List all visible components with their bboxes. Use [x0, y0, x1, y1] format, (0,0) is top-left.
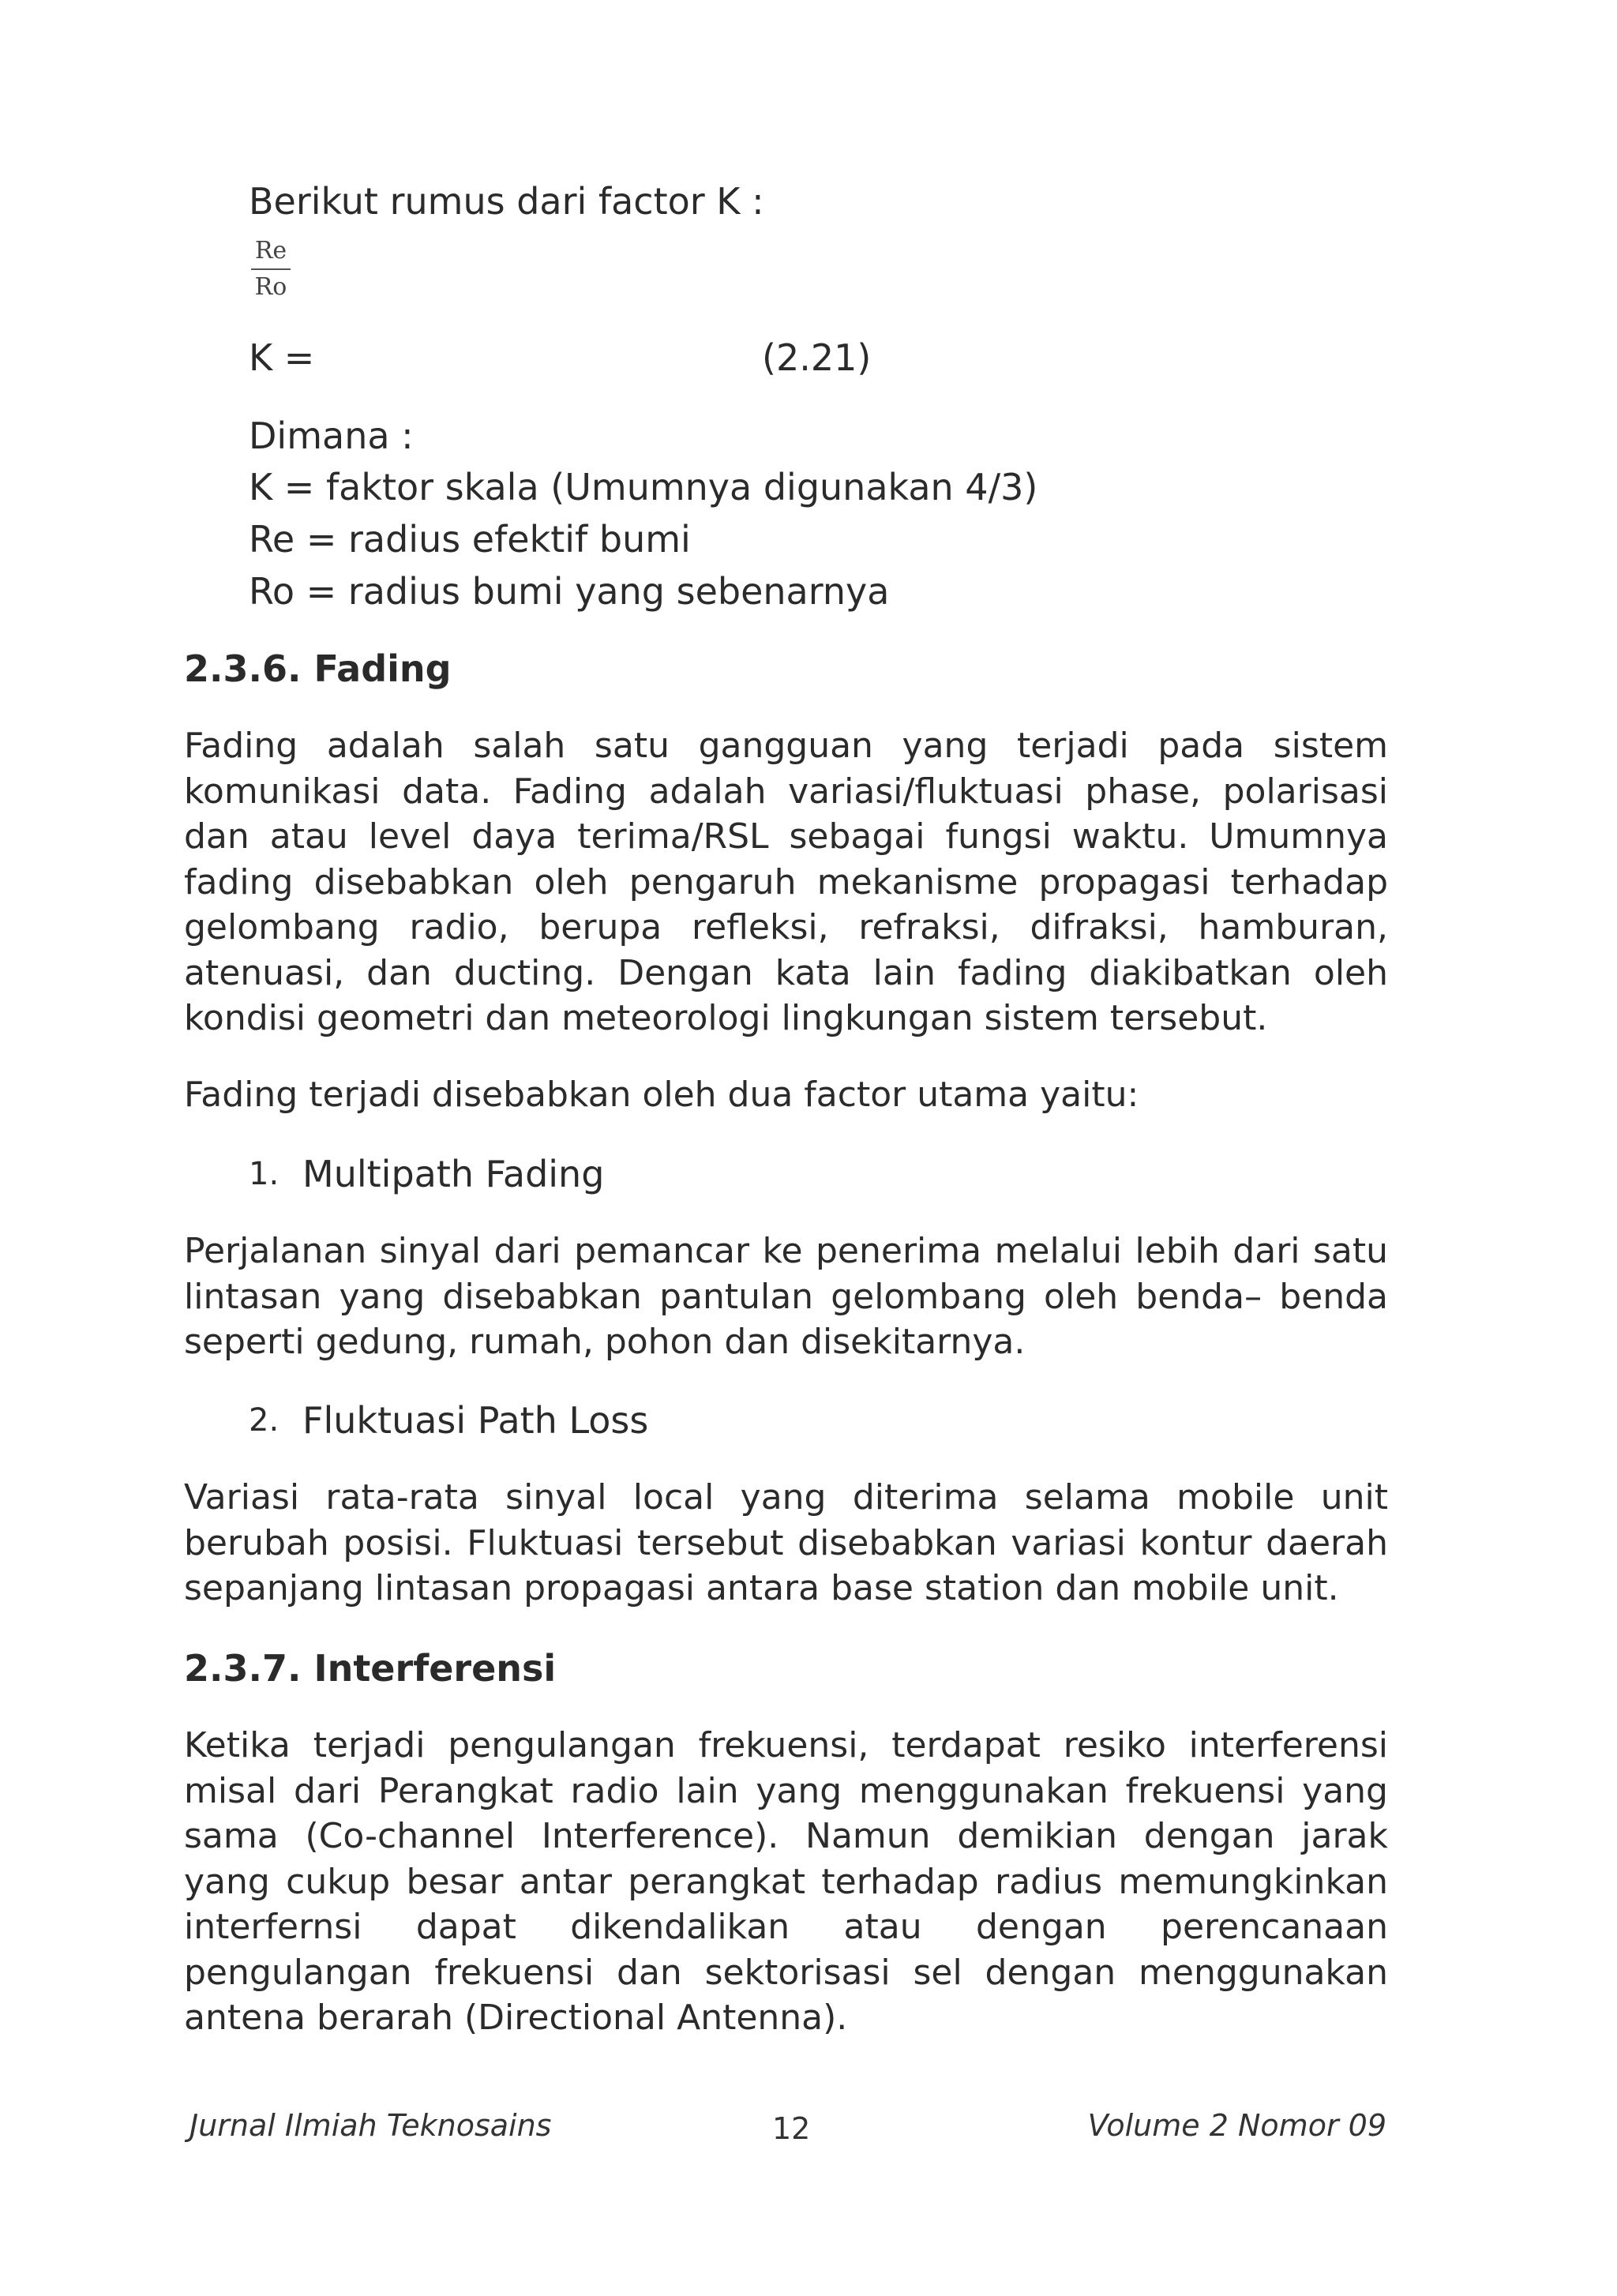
equation-number: (2.21) — [762, 336, 872, 379]
definition-re: Re = radius efektif bumi — [249, 518, 691, 561]
list-marker: 1. — [249, 1156, 280, 1192]
list-marker: 2. — [249, 1402, 280, 1439]
equation-lhs: K = — [249, 336, 315, 379]
where-label: Dimana : — [249, 415, 414, 457]
fraction-denominator: Ro — [254, 273, 287, 301]
formula-intro: Berikut rumus dari factor K : — [249, 180, 764, 223]
list-item-label: Multipath Fading — [302, 1153, 605, 1195]
fading-paragraph-2: Fading terjadi disebabkan oleh dua factor utama yaitu: — [184, 1075, 1139, 1115]
interferensi-paragraph: Ketika terjadi pengulangan frekuensi, terdapat resiko interferensi misal dari Perangkat radio lain yang menggunakan frekuensi yang sama (Co-channel Interference). Namun demikian dengan jarak yang cukup besar antar perangkat terhadap radius memungkinkan interfernsi dapat dikendalikan atau dengan perencanaan pengulangan frekuensi dan sektorisasi sel dengan menggunakan antena berarah (Directional Antenna). — [184, 1725, 1388, 2038]
footer-journal-name: Jurnal Ilmiah Teknosains — [189, 2108, 552, 2143]
footer-volume: Volume 2 Nomor 09 — [1087, 2108, 1386, 2143]
definition-k: K = faktor skala (Umumnya digunakan 4/3) — [249, 466, 1038, 508]
list-item-label: Fluktuasi Path Loss — [302, 1399, 649, 1442]
section-heading-interferensi: 2.3.7. Interferensi — [184, 1647, 557, 1690]
fraction-numerator: Re — [254, 237, 287, 264]
definition-ro: Ro = radius bumi yang sebenarnya — [249, 570, 890, 613]
footer-page-number: 12 — [772, 2111, 811, 2146]
fraction-bar — [251, 268, 291, 270]
fading-paragraph-1: Fading adalah salah satu gangguan yang terjadi pada sistem komunikasi data. Fading adalah variasi/fluktuasi phase, polarisasi dan atau level daya terima/RSL sebagai fungsi waktu. Umumnya fading disebabkan oleh pengaruh mekanisme propagasi terhadap gelombang radio, berupa refleksi, refraksi, difraksi, hamburan, atenuasi, dan ducting. Dengan kata lain fading diakibatkan oleh kondisi geometri dan meteorologi lingkungan sistem tersebut. — [184, 726, 1388, 1038]
path-loss-paragraph: Variasi rata-rata sinyal local yang diterima selama mobile unit berubah posisi. Fluktuasi tersebut disebabkan variasi kontur daerah sepanjang lintasan propagasi antara base station dan mobile unit. — [184, 1477, 1388, 1608]
section-heading-fading: 2.3.6. Fading — [184, 647, 452, 690]
k-factor-fraction — [251, 237, 291, 302]
multipath-paragraph: Perjalanan sinyal dari pemancar ke penerima melalui lebih dari satu lintasan yang disebabkan pantulan gelombang oleh benda– benda seperti gedung, rumah, pohon dan disekitarnya. — [184, 1231, 1388, 1362]
